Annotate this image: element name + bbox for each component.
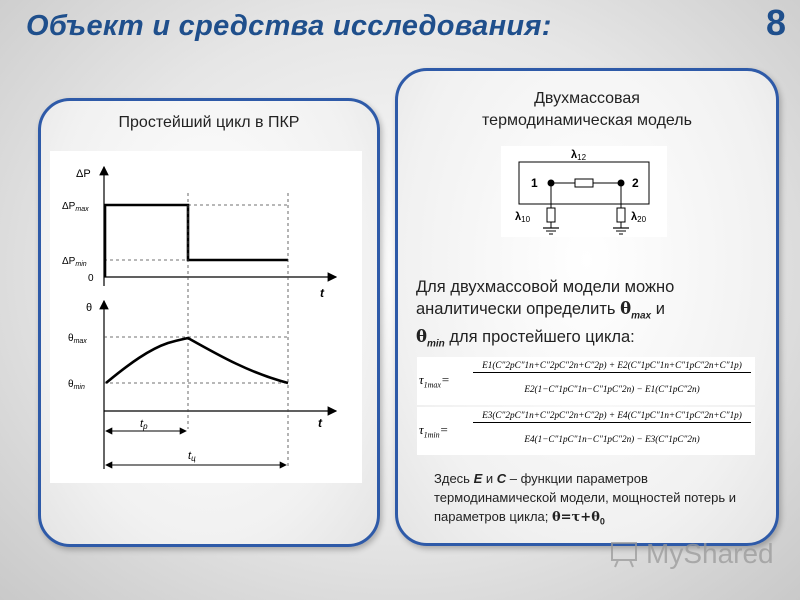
svg-text:1: 1	[531, 176, 538, 190]
watermark-text: MyShared	[646, 538, 774, 569]
left-panel	[38, 98, 380, 547]
formula-tau-min-numerator: E3(C″2pC″1п+C″2pC″2п+C″2p) + E4(C″1pC″1п+C″1pC″2п+C″1p)	[473, 410, 751, 423]
upper-tick-pmax: $\Delta P_{max}$	[62, 201, 89, 213]
resistor-lambda20	[617, 208, 625, 222]
slide-title: Объект и средства исследования:	[26, 10, 552, 42]
right-panel	[395, 68, 779, 546]
upper-x-label: t	[320, 286, 324, 300]
resistor-lambda10	[547, 208, 555, 222]
cycle-graphs	[50, 151, 362, 483]
watermark	[610, 538, 774, 570]
cycle-graph-svg	[50, 151, 362, 483]
note-text: Здесь E и C – функции параметров термодинамической модели, мощностей потерь и параметров цикла; $\theta=\tau+\theta_0$	[434, 471, 736, 527]
svg-text:λ10: λ10	[515, 211, 531, 224]
svg-text:λ12: λ12	[571, 149, 587, 162]
formula-tau-max-denominator: E2(1−C″1pC″1п−C″1pC″2п) − E1(C″1pC″2п)	[524, 384, 700, 394]
left-panel-caption: Простейший цикл в ПКР	[118, 114, 300, 131]
thermal-model-diagram	[501, 146, 667, 237]
tp-label: tр	[140, 418, 148, 431]
slide-number: 8	[765, 2, 786, 43]
right-panel-caption-line1: Двухмассовая	[534, 90, 640, 107]
temperature-curve	[106, 338, 288, 383]
tc-label: tц	[188, 450, 196, 463]
formula-tau-max-numerator: E1(C″2pC″1п+C″2pC″2п+C″2p) + E2(C″1pC″1п+C″1pC″2п+C″1p)	[473, 360, 751, 373]
analytic-description: Для двухмассовой модели можно аналитически определить $\theta_{max}$ и $\theta_{min}$ для простейшего цикла:	[416, 278, 675, 350]
formula-tau-max: $\tau_{1max}=$ E1(C″2pC″1п+C″2pC″2п+C″2p) + E2(C″1pC″1п+C″1pC″2п+C″1p) E2(1−C″1pC″1п−C″1pC″2п) − E1(C″1pC″2п)	[417, 357, 755, 405]
lower-y-label: θ	[86, 302, 93, 314]
svg-text:λ20: λ20	[631, 211, 647, 224]
lower-tick-tmax: $\theta_{max}$	[68, 333, 87, 345]
svg-text:2: 2	[632, 176, 639, 190]
upper-tick-pmin: $\Delta P_{min}$	[62, 256, 87, 268]
formula-tau-min: $\tau_{1min}=$ E3(C″2pC″1п+C″2pC″2п+C″2p) + E4(C″1pC″1п+C″1pC″2п+C″1p) E4(1−C″1pC″1п−C″1pC″2п) − E3(C″1pC″2п)	[417, 407, 755, 455]
resistor-lambda12	[575, 179, 593, 187]
power-pulse-curve	[105, 205, 288, 277]
upper-tick-zero: 0	[88, 273, 94, 284]
right-panel-caption-line2: термодинамическая модель	[482, 112, 692, 129]
upper-y-label: ΔP	[76, 168, 91, 180]
lower-tick-tmin: $\theta_{min}$	[68, 379, 85, 391]
lower-x-label: t	[318, 416, 322, 430]
presentation-icon	[610, 539, 640, 569]
thermal-model-svg	[501, 146, 667, 237]
formula-tau-min-denominator: E4(1−C″1pC″1п−C″1pC″2п) − E3(C″1pC″2п)	[524, 434, 700, 444]
